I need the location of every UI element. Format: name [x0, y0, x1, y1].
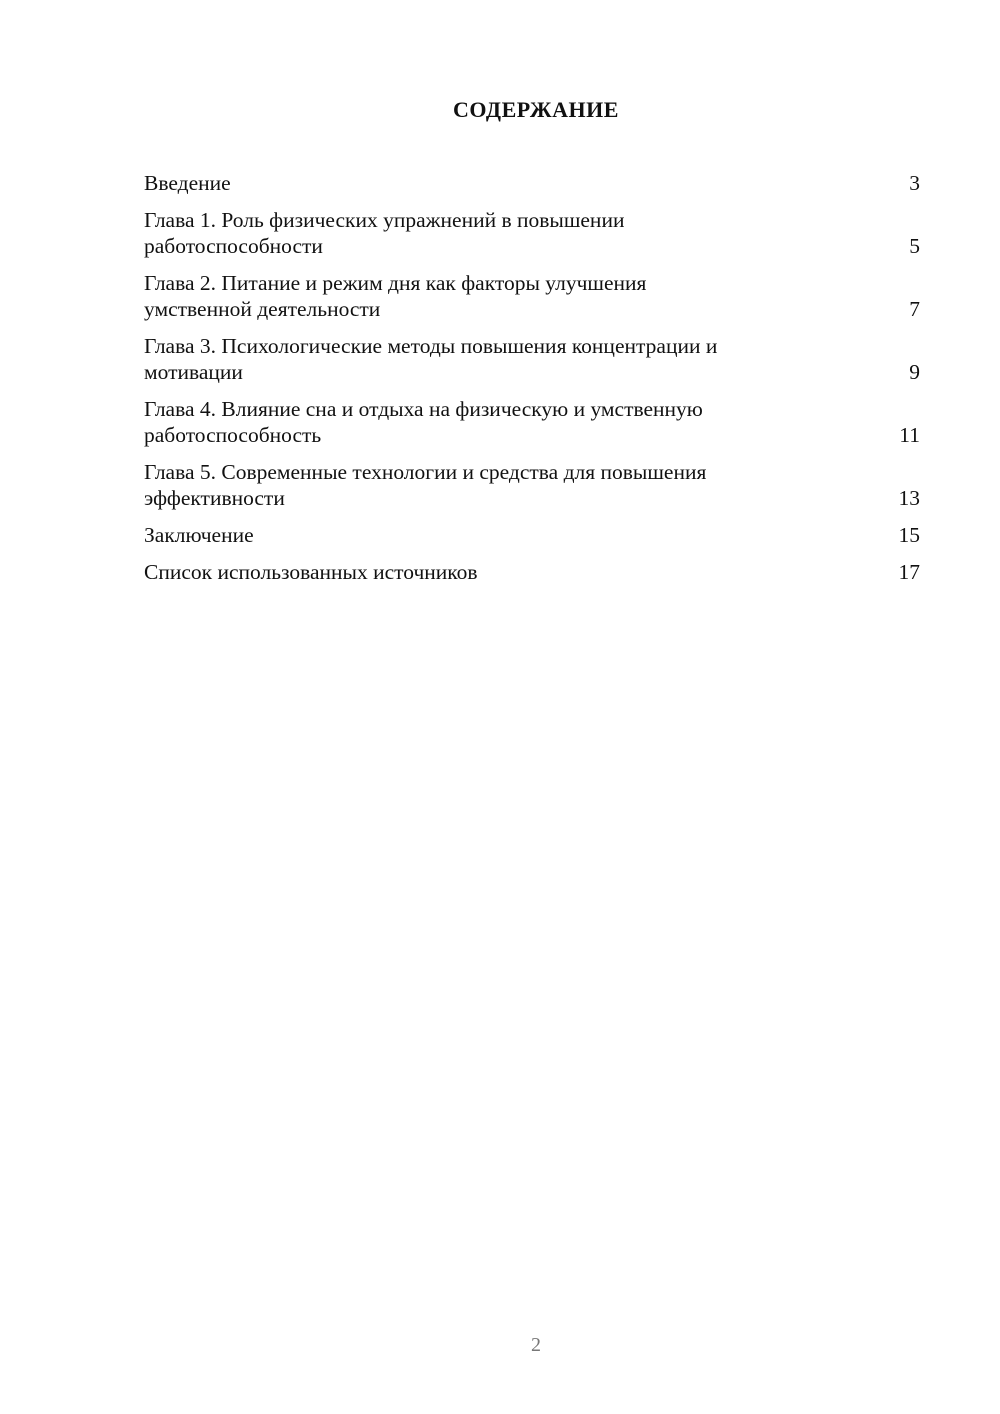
toc-entry-chapter-4	[144, 396, 920, 448]
toc-entry-text	[144, 270, 824, 322]
toc-entry-page: 11	[899, 423, 920, 447]
table-of-contents	[144, 170, 920, 596]
toc-entry-chapter-5	[144, 459, 920, 511]
toc-entry-text	[144, 170, 824, 196]
toc-entry-line: Глава 5. Современные технологии и средства для повышения	[144, 460, 707, 484]
toc-entry-references	[144, 559, 920, 585]
toc-entry-page: 5	[909, 234, 920, 258]
toc-entry-text	[144, 333, 824, 385]
toc-entry-chapter-2	[144, 270, 920, 322]
toc-entry-chapter-1	[144, 207, 920, 259]
toc-entry-text	[144, 459, 824, 511]
toc-entry-page: 17	[898, 560, 920, 584]
toc-entry-page: 7	[909, 297, 920, 321]
toc-entry-page: 3	[909, 171, 920, 195]
page-number: 2	[531, 1334, 541, 1356]
toc-entry-line: Глава 3. Психологические методы повышения концентрации и	[144, 334, 718, 358]
toc-entry-page: 15	[898, 523, 920, 547]
toc-entry-line: работоспособности	[144, 234, 323, 258]
toc-entry-text	[144, 522, 824, 548]
toc-entry-line: Список использованных источников	[144, 560, 478, 584]
toc-entry-line: эффективности	[144, 486, 285, 510]
toc-entry-line: мотивации	[144, 360, 243, 384]
toc-entry-line: умственной деятельности	[144, 297, 381, 321]
toc-entry-text	[144, 559, 824, 585]
toc-entry-text	[144, 396, 824, 448]
toc-entry-chapter-3	[144, 333, 920, 385]
toc-entry-line: Глава 2. Питание и режим дня как факторы улучшения	[144, 271, 647, 295]
toc-entry-page: 13	[898, 486, 920, 510]
toc-entry-line: Глава 4. Влияние сна и отдыха на физическую и умственную	[144, 397, 703, 421]
toc-entry-line: работоспособность	[144, 423, 322, 447]
toc-entry-line: Введение	[144, 171, 231, 195]
page-title: СОДЕРЖАНИЕ	[453, 97, 619, 122]
toc-entry-text	[144, 207, 824, 259]
toc-entry-line: Глава 1. Роль физических упражнений в повышении	[144, 208, 625, 232]
toc-entry-line: Заключение	[144, 523, 254, 547]
toc-entry-conclusion	[144, 522, 920, 548]
toc-entry-introduction	[144, 170, 920, 196]
toc-entry-page: 9	[909, 360, 920, 384]
